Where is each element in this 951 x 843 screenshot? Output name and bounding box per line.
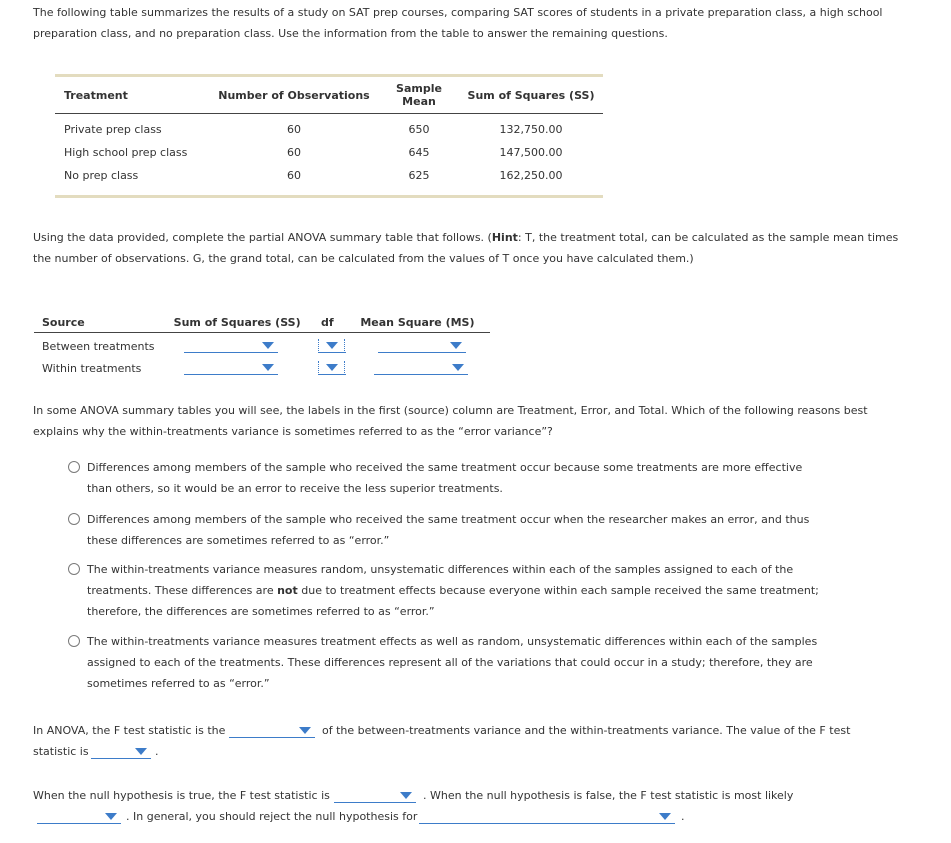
chevron-down-icon (262, 342, 274, 349)
cell-treatment: Private prep class (64, 123, 162, 136)
anova-row-within (34, 357, 490, 379)
anova-summary-table (34, 312, 490, 379)
null-sentence-part1: When the null hypothesis is true, the F test statistic is (33, 789, 330, 802)
cell-mean: 645 (408, 146, 430, 159)
between-ms-dropdown[interactable] (378, 338, 466, 353)
chevron-down-icon (135, 748, 147, 755)
table-row (55, 164, 603, 187)
null-sentence-part4: . (681, 810, 685, 823)
between-df-dropdown[interactable] (318, 338, 346, 353)
f-sentence-part4: . (155, 745, 159, 758)
cell-observations: 60 (287, 123, 301, 136)
between-ss-dropdown[interactable] (184, 338, 278, 353)
option-2[interactable] (68, 509, 828, 551)
hint-label: Hint (491, 231, 518, 244)
col-header-source: Source (42, 315, 85, 329)
option-text-part: The within-treatments variance measures random, unsystematic differences within each of the samples assigned to each of the treatments. These differences are (87, 563, 794, 597)
intro-text: The following table summarizes the results of a study on SAT prep courses, comparing SAT scores of students in a private preparation class, a high school preparation class, and no preparation class. Use the information from the table to answer the remaining questions. (33, 6, 883, 40)
source-label: Within treatments (42, 361, 142, 375)
chevron-down-icon (326, 342, 338, 349)
null-true-dropdown[interactable] (334, 788, 416, 803)
radio-button[interactable] (68, 635, 80, 647)
prompt-text: : T, the treatment total, can be calculated as the sample mean times the number of observations. G, the grand total, can be calculated from the values of T once you have calculated them.) (33, 231, 899, 265)
null-false-dropdown[interactable] (37, 809, 121, 824)
f-sentence-part2: of the between-treatments variance and the within-treatments variance. The value of the F test (322, 724, 851, 737)
prompt-text: Using the data provided, complete the partial ANOVA summary table that follows. ( (33, 231, 492, 244)
chevron-down-icon (452, 364, 464, 371)
error-variance-question: In some ANOVA summary tables you will see, the labels in the first (source) column are Treatment, Error, and Total. Which of the following reasons best explains why the within-treatments variance is sometimes referred to as the “error variance”? (33, 404, 868, 438)
table-bottom-rule (55, 195, 603, 198)
option-emphasis: not (277, 584, 298, 597)
col-header-ms: Mean Square (MS) (360, 315, 475, 329)
table-row (55, 118, 603, 141)
cell-observations: 60 (287, 146, 301, 159)
chevron-down-icon (326, 364, 338, 371)
col-header-mean: Sample Mean (396, 82, 442, 108)
option-text (87, 559, 828, 622)
null-sentence-part3: . In general, you should reject the null hypothesis for (126, 810, 418, 823)
anova-prompt (33, 227, 913, 269)
chevron-down-icon (450, 342, 462, 349)
radio-button[interactable] (68, 513, 80, 525)
chevron-down-icon (400, 792, 412, 799)
chevron-down-icon (262, 364, 274, 371)
f-sentence-part1: In ANOVA, the F test statistic is the (33, 724, 226, 737)
col-header-ss: Sum of Squares (SS) (467, 88, 595, 102)
cell-mean: 650 (408, 123, 430, 136)
anova-row-between (34, 335, 490, 357)
chevron-down-icon (105, 813, 117, 820)
col-header-observations: Number of Observations (218, 88, 370, 102)
anova-header-row (34, 312, 490, 333)
option-text: Differences among members of the sample who received the same treatment occur because some treatments are more effective than others, so it would be an error to receive the less superior treatments. (87, 461, 803, 495)
f-sentence-part3: statistic is (33, 745, 89, 758)
cell-ss: 132,750.00 (499, 123, 563, 136)
table-header-row (55, 77, 603, 114)
cell-observations: 60 (287, 169, 301, 182)
cell-treatment: High school prep class (64, 146, 188, 159)
option-text-part: due to treatment effects because everyone within each sample received the same treatment; therefore, the differences are sometimes referred to as “error.” (87, 584, 819, 618)
cell-ss: 147,500.00 (499, 146, 563, 159)
within-df-dropdown[interactable] (318, 360, 346, 375)
col-header-df: df (321, 315, 334, 329)
null-sentence-part2: . When the null hypothesis is false, the F test statistic is most likely (423, 789, 794, 802)
option-1[interactable] (68, 457, 828, 499)
option-text: Differences among members of the sample who received the same treatment occur when the researcher makes an error, and thus these differences are sometimes referred to as “error.” (87, 513, 810, 547)
radio-button[interactable] (68, 461, 80, 473)
f-value-dropdown[interactable] (91, 744, 151, 759)
study-data-table (55, 74, 603, 198)
cell-mean: 625 (408, 169, 430, 182)
option-3[interactable] (68, 559, 828, 622)
chevron-down-icon (299, 727, 311, 734)
reject-rule-dropdown[interactable] (419, 809, 675, 824)
chevron-down-icon (659, 813, 671, 820)
option-text: The within-treatments variance measures treatment effects as well as random, unsystematic differences within each of the samples assigned to each of the treatments. These differences represent all of the variations that could occur in a study; therefore, they are sometimes referred to as “error.” (87, 635, 818, 690)
within-ss-dropdown[interactable] (184, 360, 278, 375)
cell-treatment: No prep class (64, 169, 139, 182)
table-row (55, 141, 603, 164)
f-ratio-dropdown[interactable] (229, 723, 315, 738)
radio-button[interactable] (68, 563, 80, 575)
within-ms-dropdown[interactable] (374, 360, 468, 375)
col-header-ss: Sum of Squares (SS) (173, 315, 301, 329)
option-4[interactable] (68, 631, 828, 694)
source-label: Between treatments (42, 339, 155, 353)
col-header-treatment: Treatment (64, 88, 128, 102)
cell-ss: 162,250.00 (499, 169, 563, 182)
